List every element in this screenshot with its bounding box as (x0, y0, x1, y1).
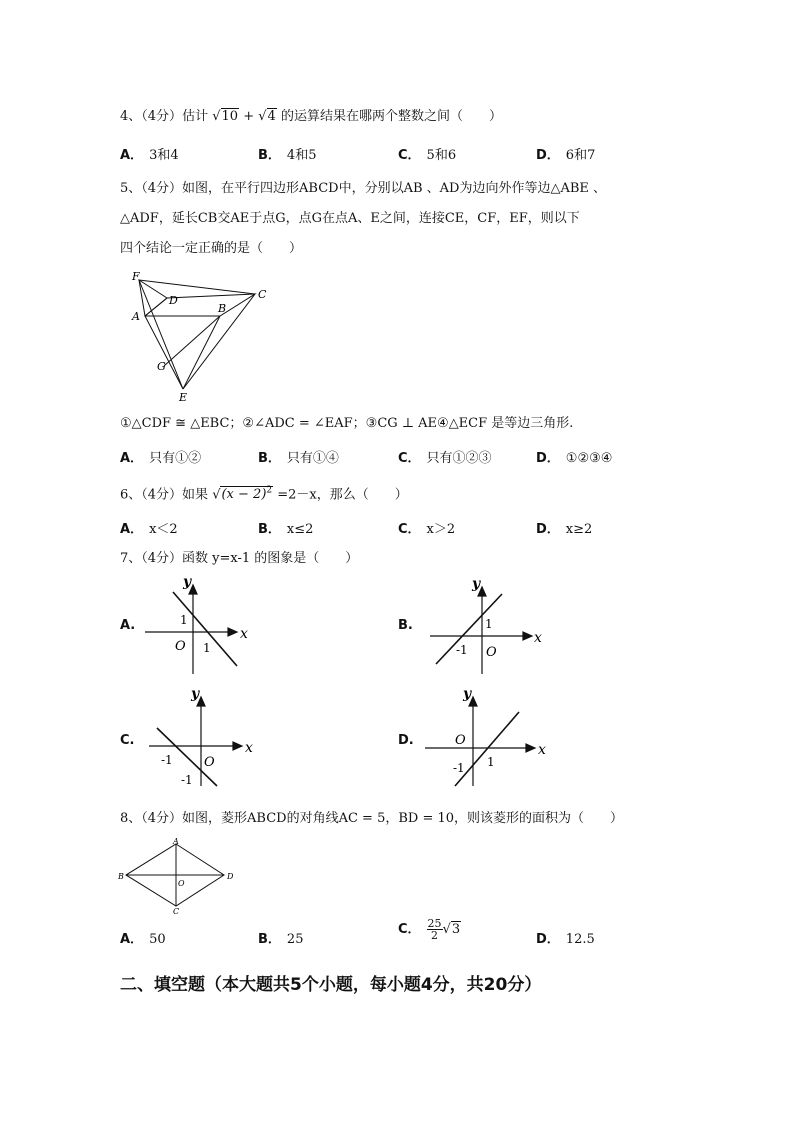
sqrt-expression: $√(x - 2)^2$ (212, 486, 273, 503)
label-b: B (218, 302, 227, 315)
option-c[interactable]: C． 5和6 (398, 148, 457, 163)
question-7: 7、（4分）函数 y=x-1 的图象是（ ） (120, 551, 359, 566)
option-b[interactable]: B． 只有①④ (258, 451, 339, 466)
svg-text:x: x (245, 740, 253, 756)
svg-text:y: y (463, 686, 472, 702)
svg-text:y: y (191, 686, 200, 702)
question-8: 8、（4分）如图，菱形ABCD的对角线AC = 5，BD = 10，则该菱形的面积为（ ） (120, 811, 624, 826)
svg-text:O: O (486, 645, 497, 660)
question-5-options (120, 447, 680, 467)
graph-d[interactable] (425, 686, 550, 790)
question-6-options (120, 518, 680, 538)
question-4: 4、（4分）估计 √10 + √4 的运算结果在哪两个整数之间（ ） (120, 109, 502, 124)
question-5-conclusions: ①△CDF ≅ △EBC；②∠ADC = ∠EAF；③CG ⊥ AE④△ECF 是等边三角形. (120, 416, 574, 431)
option-a[interactable]: A． 只有①② (120, 451, 202, 466)
option-a[interactable]: A． 50 (120, 932, 166, 947)
svg-text:-1: -1 (181, 773, 193, 787)
option-b[interactable]: B． 25 (258, 932, 304, 947)
label-d: D (169, 294, 178, 307)
option-c[interactable]: C． $\frac{25}{2}$ √3 (398, 917, 461, 942)
svg-text:O: O (175, 639, 186, 654)
svg-text:y: y (472, 576, 481, 592)
label-f: F (132, 270, 140, 283)
label-a: A (173, 837, 179, 846)
svg-text:O: O (204, 755, 215, 770)
label-g: G (157, 360, 166, 373)
question-8-options (120, 917, 680, 954)
option-c[interactable]: C． 只有①②③ (398, 451, 492, 466)
label-b: B (118, 872, 124, 881)
sqrt-10: √10 (212, 109, 239, 124)
svg-text:x: x (534, 630, 542, 646)
label-e: E (179, 391, 188, 402)
label-o: O (178, 879, 185, 888)
label-c: C (173, 907, 180, 916)
svg-text:1: 1 (487, 755, 495, 769)
graph-a[interactable] (145, 574, 255, 678)
option-d[interactable]: D． 12.5 (536, 932, 595, 947)
question-4-options (120, 144, 680, 164)
rhombus-figure (116, 836, 242, 916)
label-d: D (227, 872, 234, 881)
section-heading: 二、填空题（本大题共5个小题，每小题4分，共20分） (120, 975, 542, 995)
question-5: 5、（4分）如图，在平行四边形ABCD中，分别以AB 、AD为边向外作等边△ABE 、 △ADF，延长CB交AE于点G，点G在点A、E之间，连接CE，CF，EF，则以下 四个结论一定正确的是（ ） (120, 181, 607, 256)
option-d[interactable]: D． x≥2 (536, 522, 593, 537)
svg-text:O: O (455, 733, 466, 748)
label-c: C (258, 288, 267, 301)
option-a[interactable]: A． 3和4 (120, 148, 179, 163)
svg-text:-1: -1 (161, 753, 173, 767)
graph-key-d[interactable]: D. (398, 733, 414, 748)
svg-text:1: 1 (203, 641, 211, 655)
graph-key-c[interactable]: C. (120, 733, 135, 748)
option-d[interactable]: D． 6和7 (536, 148, 596, 163)
question-6: 6、（4分）如果 $√(x - 2)^2 =2-x$，那么（ ） (120, 486, 408, 503)
svg-text:x: x (538, 742, 546, 758)
svg-text:-1: -1 (456, 643, 468, 657)
label-a: A (132, 310, 140, 323)
parallelogram-figure (120, 268, 280, 402)
option-a[interactable]: A． x＜2 (120, 522, 178, 537)
graph-b[interactable] (430, 576, 545, 678)
graph-key-b[interactable]: B. (398, 618, 413, 633)
graph-key-a[interactable]: A. (120, 618, 136, 633)
option-b[interactable]: B． 4和5 (258, 148, 317, 163)
svg-text:x: x (240, 626, 248, 642)
svg-text:y: y (183, 574, 192, 590)
option-c[interactable]: C． x＞2 (398, 522, 456, 537)
option-b[interactable]: B． x≤2 (258, 522, 314, 537)
graph-c[interactable] (145, 686, 260, 790)
svg-text:1: 1 (485, 617, 493, 631)
svg-text:-1: -1 (453, 761, 465, 775)
option-d[interactable]: D． ①②③④ (536, 451, 613, 466)
sqrt-4: √4 (258, 109, 276, 124)
svg-text:1: 1 (180, 613, 188, 627)
